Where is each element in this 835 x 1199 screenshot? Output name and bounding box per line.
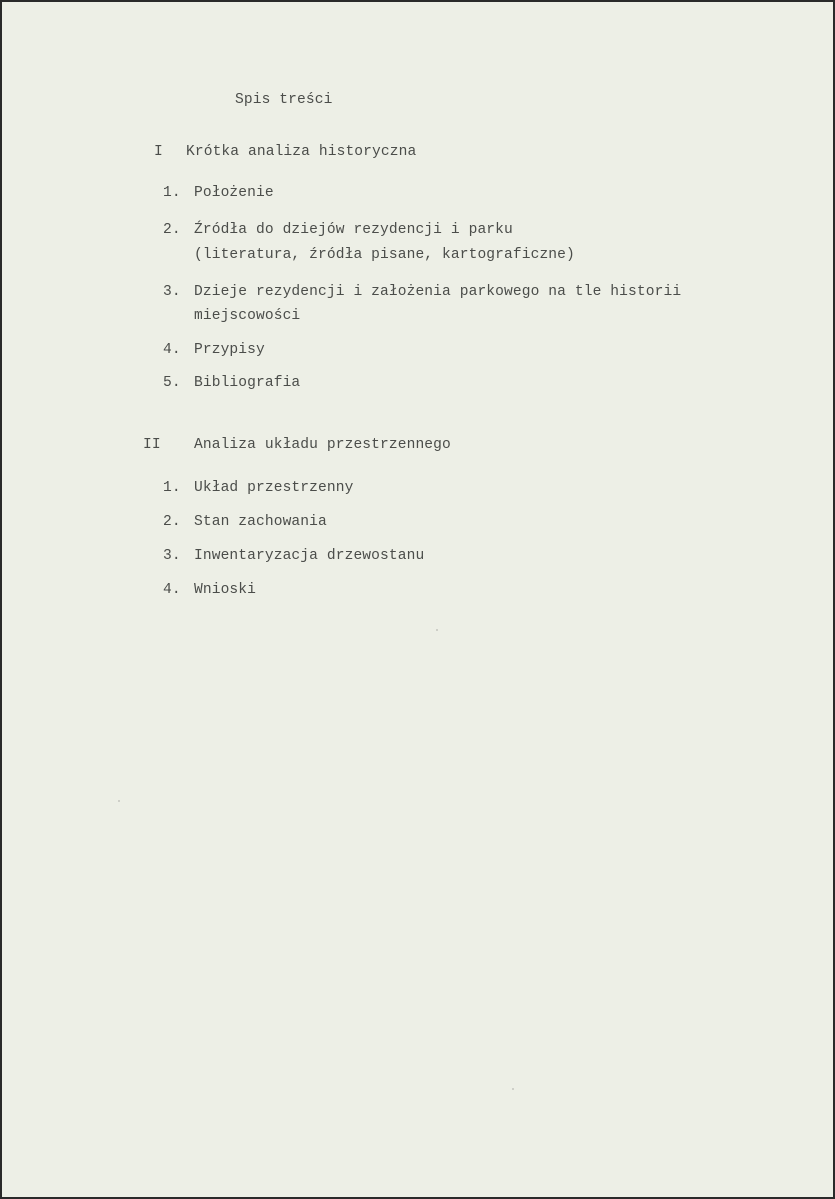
paper-speck [118,800,120,802]
section-title: Analiza układu przestrzennego [194,437,451,453]
section-title: Krótka analiza historyczna [186,144,417,160]
toc-item-label: Bibliografia [194,375,301,391]
section-numeral: II [143,437,161,453]
toc-item-number: 4. [163,582,181,598]
toc-item-number: 2. [163,222,181,238]
toc-item-label: Inwentaryzacja drzewostanu [194,548,425,564]
toc-item-label: Źródła do dziejów rezydencji i parku [194,222,513,238]
page-title: Spis treści [235,92,333,108]
toc-item-number: 4. [163,342,181,358]
paper-speck [512,1088,514,1090]
toc-item-number: 2. [163,514,181,530]
toc-item-number: 5. [163,375,181,391]
toc-item-label-continuation: (literatura, źródła pisane, kartograficzne) [194,247,575,263]
toc-item-number: 1. [163,480,181,496]
toc-item-label: Wnioski [194,582,257,598]
toc-item-label: Położenie [194,185,274,201]
toc-item-number: 3. [163,284,181,300]
toc-item-label: Układ przestrzenny [194,480,354,496]
section-numeral: I [154,144,163,160]
toc-item-label: Stan zachowania [194,514,327,530]
toc-item-label: Przypisy [194,342,265,358]
toc-item-label-continuation: miejscowości [194,308,301,324]
toc-item-label: Dzieje rezydencji i założenia parkowego na tle historii [194,284,682,300]
paper-speck [436,629,438,631]
toc-item-number: 1. [163,185,181,201]
toc-item-number: 3. [163,548,181,564]
